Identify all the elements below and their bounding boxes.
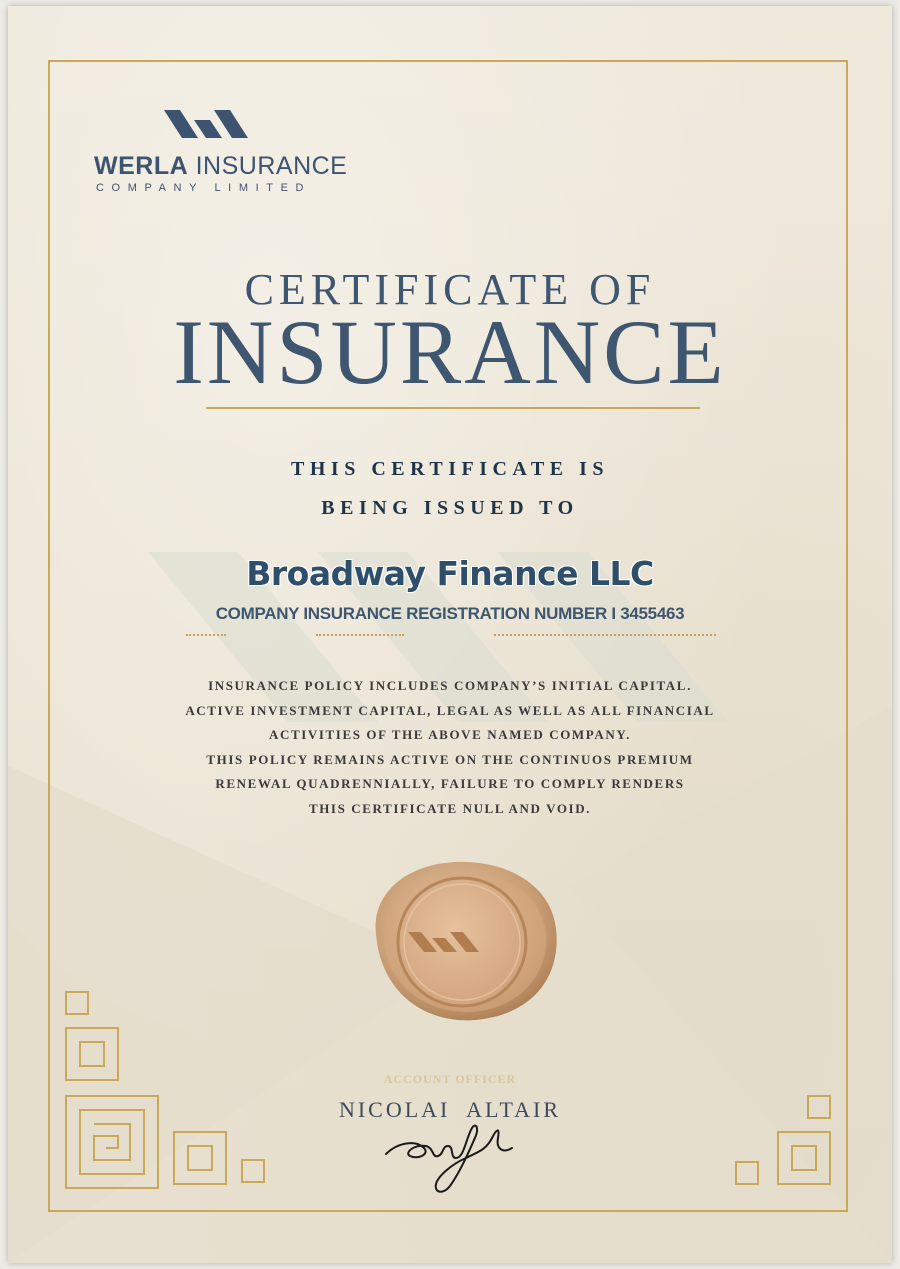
issued-line2: BEING ISSUED TO — [321, 497, 579, 519]
square-spiral-ornament-icon — [58, 984, 268, 1194]
policy-line: THIS POLICY REMAINS ACTIVE ON THE CONTINUOS PREMIUM — [206, 751, 694, 767]
certificate-title-line2: INSURANCE — [173, 301, 727, 403]
account-officer-name: NICOLAI ALTAIR — [338, 1097, 562, 1122]
issued-to-heading — [8, 450, 892, 528]
certificate-page — [8, 6, 892, 1263]
dotted-line-right — [494, 634, 716, 636]
logo-company-name — [94, 152, 354, 181]
square-spiral-ornament-icon — [728, 1092, 838, 1202]
logo-name-light: INSURANCE — [195, 152, 348, 180]
policy-text — [118, 674, 782, 821]
dotted-line-left — [186, 634, 226, 636]
recipient-company-name: Broadway Finance LLC — [246, 554, 654, 593]
policy-line: RENEWAL QUADRENNIALLY, FAILURE TO COMPLY RENDERS — [215, 776, 685, 791]
certificate-title-line1: CERTIFICATE OF — [244, 265, 656, 314]
signature-icon — [374, 1118, 524, 1198]
registration-number-line: COMPANY INSURANCE REGISTRATION NUMBER I 3455463 — [215, 604, 685, 623]
logo-subtitle: COMPANY LIMITED — [96, 182, 312, 194]
company-logo — [94, 110, 354, 200]
issued-line1: THIS CERTIFICATE IS — [291, 458, 609, 480]
logo-mark-icon — [164, 110, 274, 142]
title-divider — [206, 407, 700, 409]
wax-seal-icon — [356, 854, 562, 1024]
policy-line: ACTIVE INVESTMENT CAPITAL, LEGAL AS WELL AS ALL FINANCIAL — [185, 702, 715, 718]
policy-line: INSURANCE POLICY INCLUDES COMPANY’S INITIAL CAPITAL. — [208, 678, 692, 693]
logo-name-bold: WERLA — [94, 152, 189, 180]
dotted-line-middle — [316, 634, 404, 636]
account-officer-label: ACCOUNT OFFICER — [383, 1072, 517, 1086]
policy-line: ACTIVITIES OF THE ABOVE NAMED COMPANY. — [268, 727, 631, 742]
policy-line: THIS CERTIFICATE NULL AND VOID. — [308, 800, 592, 816]
